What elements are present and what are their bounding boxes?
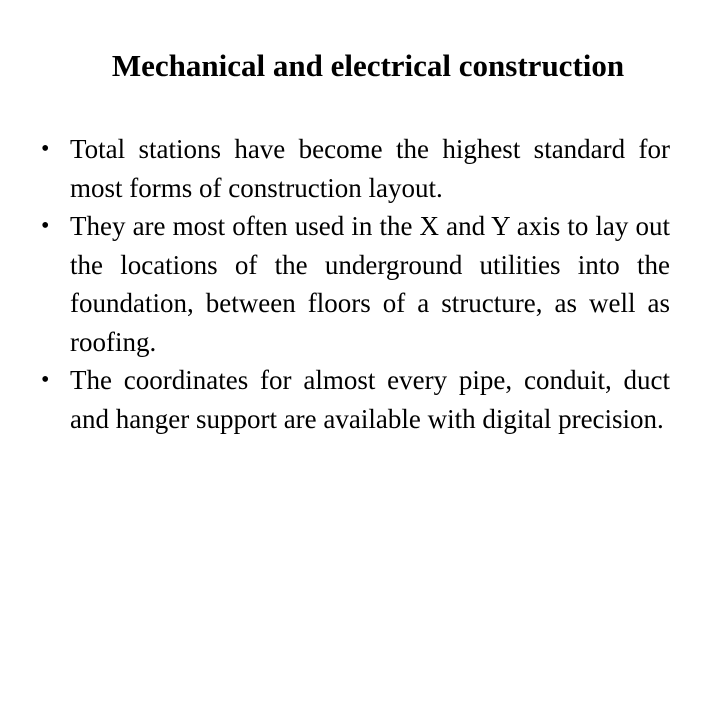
bullet-icon: • — [41, 367, 50, 393]
bullet-icon: • — [41, 213, 50, 239]
bullet-text: They are most often used in the X and Y axis to lay out the locations of the underground utilities into the foundation, between floors of a structure, as well as roofing. — [70, 211, 670, 357]
bullet-text: The coordinates for almost every pipe, conduit, duct and hanger support are available with digital precision. — [70, 365, 670, 434]
bullet-item — [41, 361, 670, 438]
bullet-icon: • — [41, 136, 50, 162]
bullet-text: Total stations have become the highest standard for most forms of construction layout. — [70, 134, 670, 203]
bullet-item — [41, 130, 670, 207]
bullet-list — [41, 130, 670, 438]
bullet-item — [41, 207, 670, 361]
slide-title: Mechanical and electrical construction — [111, 48, 625, 83]
